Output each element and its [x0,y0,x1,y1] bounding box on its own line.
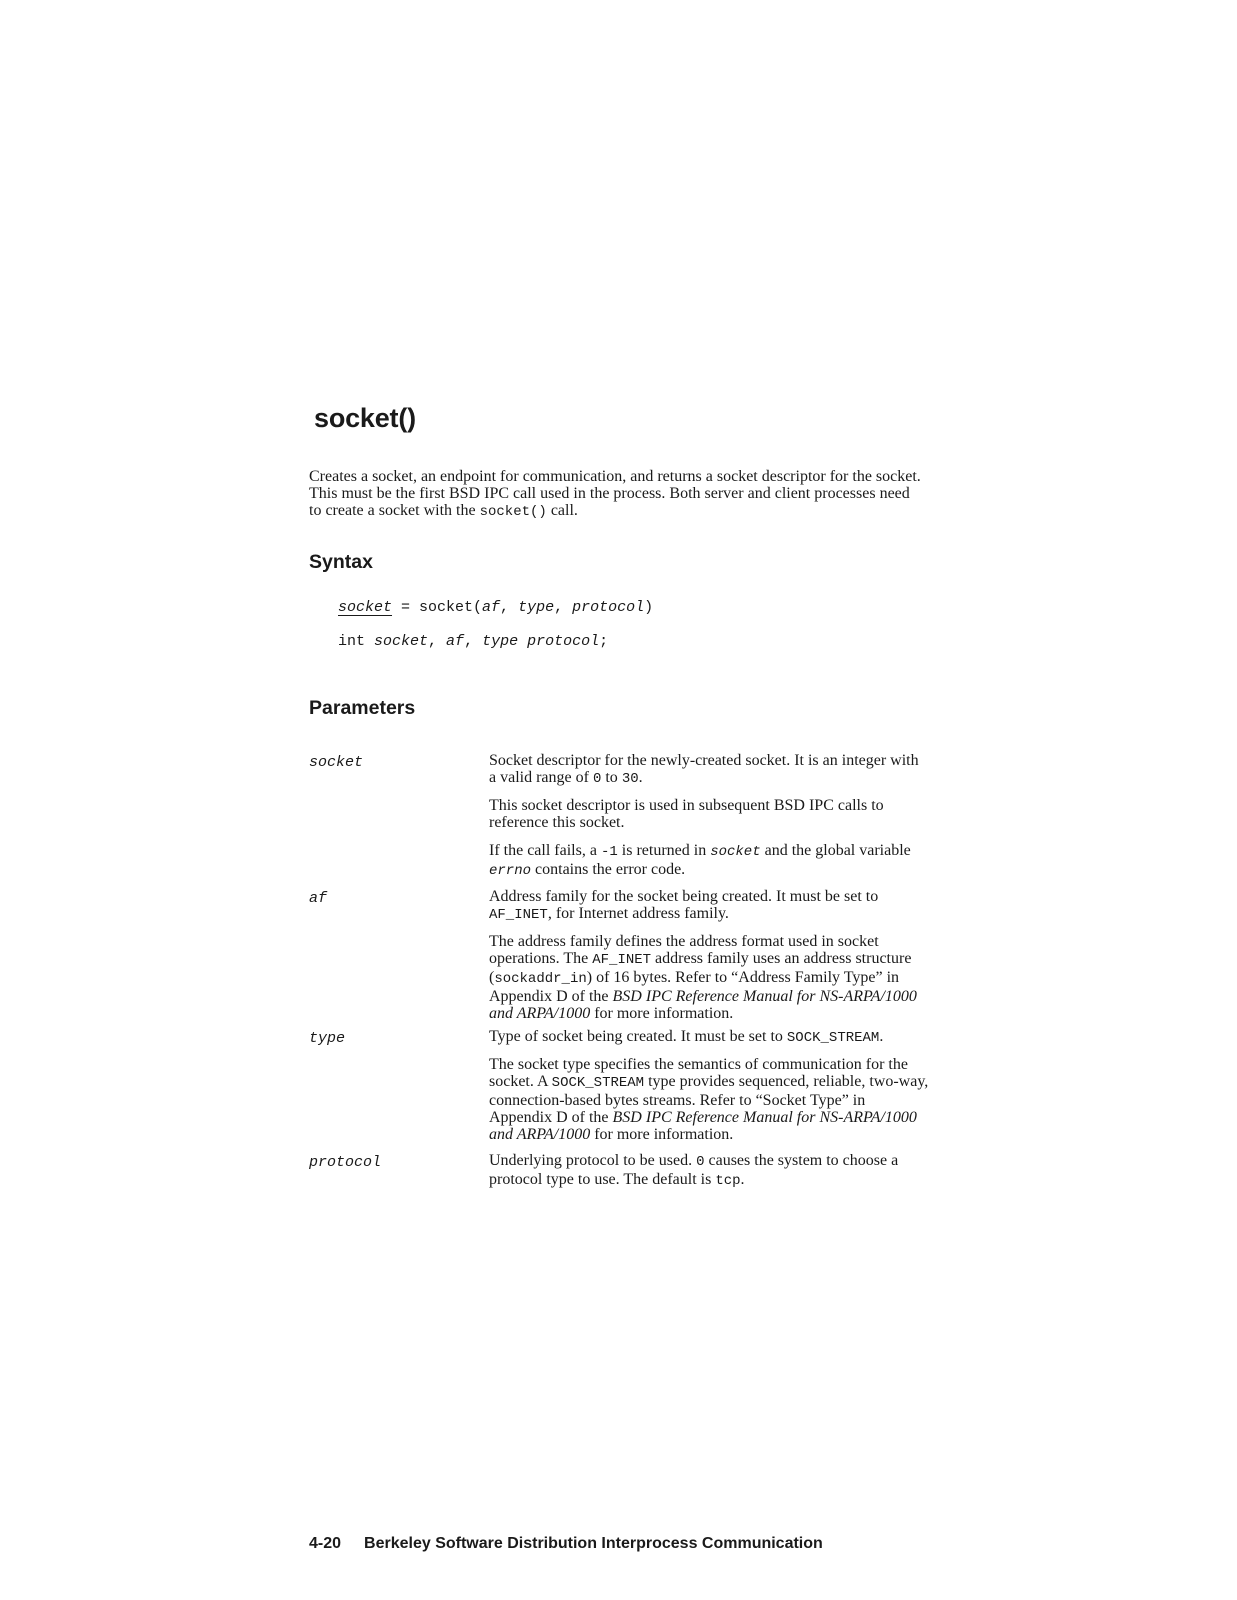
param-code: socket [710,844,761,860]
param-socket-desc-2: This socket descriptor is used in subsequent BSD IPC calls to reference this socket. [489,797,884,831]
syntax-call-line [338,598,653,618]
param-text: ) of 16 bytes. Refer to “Address Family Type” in Appendix D of the [489,969,900,1005]
param-code: 0 [696,1154,705,1170]
syntax-int-keyword: int [338,633,375,650]
syntax-decl-af: af [446,633,465,650]
param-text: address family uses an address structure ( [489,950,912,986]
param-text: for more information. [590,1126,734,1143]
syntax-result-var: socket [338,599,393,616]
parameters-heading: Parameters [309,697,416,719]
param-name-af: af [309,890,328,907]
param-code: errno [489,863,532,879]
syntax-sep: , [500,599,519,616]
syntax-sep: , [464,633,483,650]
param-code: SOCK_STREAM [551,1075,645,1091]
syntax-decl-type-protocol: type protocol [482,633,600,650]
intro-text-end: call. [546,502,578,519]
param-code: 0 [592,771,602,787]
param-text: Underlying protocol to be used. [489,1152,697,1169]
param-socket-desc-1 [489,752,929,788]
footer-page-number: 4-20 [309,1535,342,1552]
param-italic-ref: BSD IPC Reference Manual for NS-ARPA/1000 and ARPA/1000 [489,988,917,1022]
param-type-desc-2 [489,1056,929,1143]
param-text: Type of socket being created. It must be set to [489,1028,787,1045]
syntax-heading: Syntax [309,551,373,573]
syntax-sep: , [428,633,447,650]
param-code: 30 [621,771,639,787]
param-af-desc-1 [489,888,929,924]
param-text: If the call fails, a [489,842,601,859]
footer-doc-title: Berkeley Software Distribution Interprocess Communication [364,1535,823,1552]
param-type-desc-1 [489,1028,929,1047]
syntax-arg-af: af [482,599,501,616]
page-title: socket() [314,403,416,433]
param-italic-ref: BSD IPC Reference Manual for NS-ARPA/1000 and ARPA/1000 [489,1109,917,1143]
param-code: AF_INET [592,952,652,968]
param-text: type provides sequenced, reliable, two-way, connection-based bytes streams. Refer to “Socket Type” in Appendix D of the [489,1073,929,1126]
param-code: sockaddr_in [494,971,587,987]
param-text: The address family defines the address format used in socket operations. The [489,933,879,967]
intro-text: Creates a socket, an endpoint for communication, and returns a socket descriptor for the socket. This must be the first BSD IPC call used in the process. Both server and client processes need to create a socket with the [309,468,921,519]
syntax-semicolon: ; [599,633,609,650]
syntax-arg-type: type [518,599,555,616]
param-text: . [879,1028,884,1045]
page-footer [309,1534,823,1554]
syntax-close-paren: ) [644,599,654,616]
param-text: is returned in [617,842,711,859]
param-text: causes the system to choose a protocol type to use. The default is [489,1152,899,1188]
param-text: The socket type specifies the semantics of communication for the socket. A [489,1056,908,1090]
param-text: and the global variable [760,842,911,859]
param-code: SOCK_STREAM [786,1030,880,1046]
intro-paragraph [309,468,921,521]
param-text: . [740,1171,745,1188]
param-protocol-desc-1 [489,1152,929,1190]
param-text: to [601,769,622,786]
param-code: -1 [600,844,618,860]
param-text: Address family for the socket being created. It must be set to [489,888,879,905]
intro-code: socket() [479,504,547,520]
syntax-arg-protocol: protocol [572,599,645,616]
param-name-socket: socket [309,754,364,771]
param-text: for more information. [590,1005,734,1022]
param-socket-desc-3 [489,842,929,880]
param-code: tcp [715,1173,741,1189]
param-text: . [638,769,643,786]
param-name-protocol: protocol [309,1154,382,1171]
param-text: , for Internet address family. [547,905,729,922]
param-name-type: type [309,1030,346,1047]
syntax-call-name: = socket( [392,599,483,616]
param-text: contains the error code. [531,861,686,878]
param-af-desc-2 [489,933,929,1022]
syntax-sep: , [554,599,573,616]
syntax-decl-socket: socket [374,633,429,650]
param-text: Socket descriptor for the newly-created socket. It is an integer with a valid range of [489,752,919,786]
param-code: AF_INET [489,907,548,923]
syntax-declaration-line [338,632,608,652]
